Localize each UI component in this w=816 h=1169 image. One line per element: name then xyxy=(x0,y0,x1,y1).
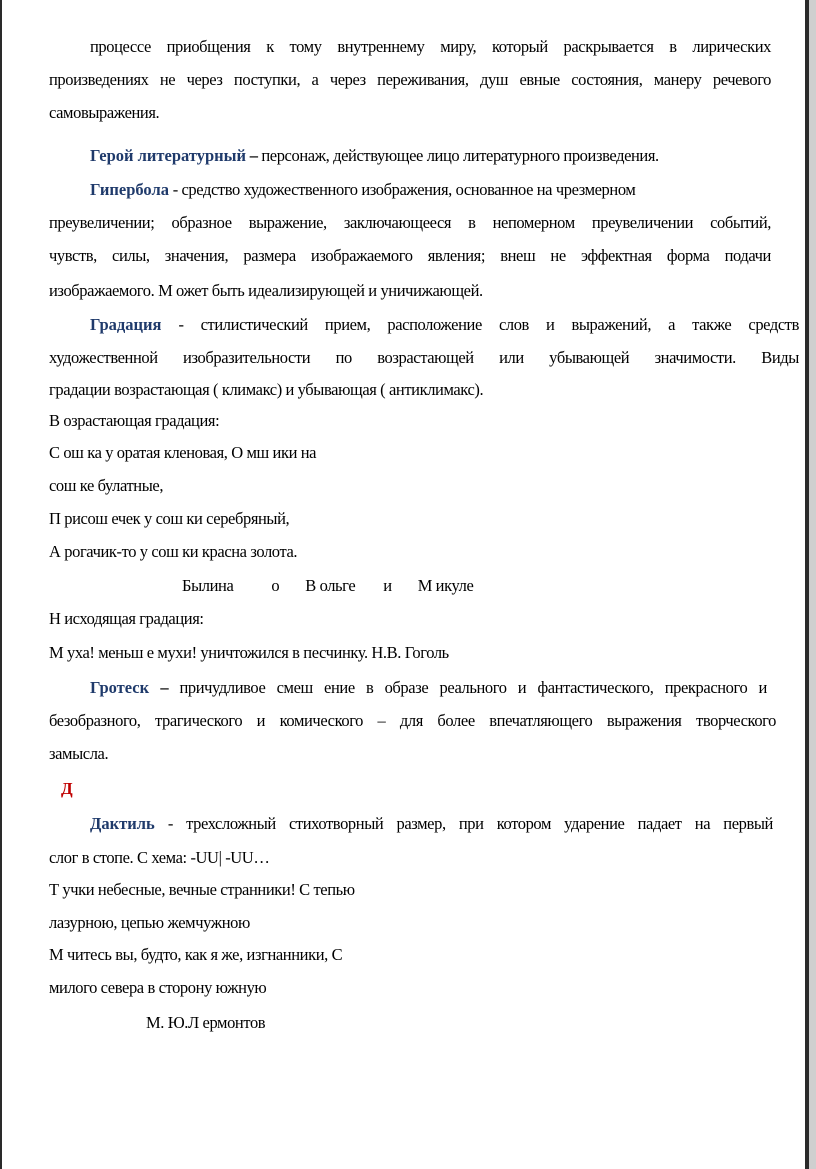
definition-hero xyxy=(90,146,659,166)
section-letter: Д xyxy=(61,779,73,798)
verse-attribution xyxy=(182,576,473,596)
verse-line: милого севера в сторону южную xyxy=(49,978,267,997)
text-line: преувеличении; образное выражение, заключающееся в непомерном преувеличении событий, xyxy=(49,213,771,232)
verse-line: С ош ка у оратая кленовая, О мш ики на xyxy=(49,443,317,462)
definition-gradation xyxy=(90,315,799,335)
attribution-part: о xyxy=(271,576,280,595)
text-line: Н исходящая градация: xyxy=(49,609,204,628)
text-line: градации возрастающая ( климакс) и убывающая ( антиклимакс). xyxy=(49,380,484,399)
verse-line: М читесь вы, будто, как я же, изгнанники, С xyxy=(49,945,343,964)
definition-text: причудливое смеш ение в образе реального и фантастического, прекрасного и xyxy=(179,678,767,697)
verse-line: сош ке булатные, xyxy=(49,476,164,495)
definition-text: - средство художественного изображения, основанное на чрезмерном xyxy=(168,180,636,199)
text-line: произведениях не через поступки, а через переживания, душ евные состояния, манеру речевого xyxy=(49,70,771,89)
text-line: самовыражения. xyxy=(49,103,160,122)
definition-hyperbole xyxy=(90,180,635,200)
text-line: чувств, силы, значения, размера изображаемого явления; внеш не эффектная форма подачи xyxy=(49,246,771,265)
verse-line: П рисош ечек у сош ки серебряный, xyxy=(49,509,290,528)
definition-text: - трехсложный стихотворный размер, при котором ударение падает на первый xyxy=(154,814,773,833)
term-hero: Герой литературный xyxy=(90,146,247,165)
verse-line: лазурною, цепью жемчужною xyxy=(49,913,250,932)
text-line: безобразного, трагического и комического – для более впечатляющего выражения творческого xyxy=(49,711,776,730)
text-line: художественной изобразительности по возрастающей или убывающей значимости. Виды xyxy=(49,348,799,367)
term-dactyl: Дактиль xyxy=(90,814,155,833)
verse-line: А рогачик-то у сош ки красна золота. xyxy=(49,542,298,561)
term-dash: – xyxy=(149,678,180,697)
verse-line: Т учки небесные, вечные странники! С тепью xyxy=(49,880,355,899)
text-line: изображаемого. М ожет быть идеализирующей и уничижающей. xyxy=(49,281,483,300)
definition-grotesque xyxy=(90,678,767,698)
text-line: слог в стопе. С хема: -UU| -UU… xyxy=(49,848,270,867)
text-line: В озрастающая градация: xyxy=(49,411,220,430)
attribution-part: В ольге xyxy=(305,576,356,595)
attribution-part: Былина xyxy=(182,576,234,595)
text-line: М уха! меньш е мухи! уничтожился в песчинку. Н.В. Гоголь xyxy=(49,643,449,662)
definition-dactyl xyxy=(90,814,773,834)
verse-author: М. Ю.Л ермонтов xyxy=(146,1013,266,1032)
term-hyperbole: Гипербола xyxy=(90,180,169,199)
term-grotesque: Гротеск xyxy=(90,678,150,697)
definition-text: - стилистический прием, расположение слов и выражений, а также средств xyxy=(161,315,799,334)
definition-text: персонаж, действующее лицо литературного произведения. xyxy=(261,146,659,165)
page-shadow xyxy=(809,0,816,1169)
text-line: замысла. xyxy=(49,744,109,763)
attribution-part: М икуле xyxy=(417,576,474,595)
term-dash: – xyxy=(246,146,262,165)
term-gradation: Градация xyxy=(90,315,162,334)
attribution-part: и xyxy=(383,576,392,595)
text-line: процессе приобщения к тому внутреннему миру, который раскрывается в лирических xyxy=(90,37,771,56)
